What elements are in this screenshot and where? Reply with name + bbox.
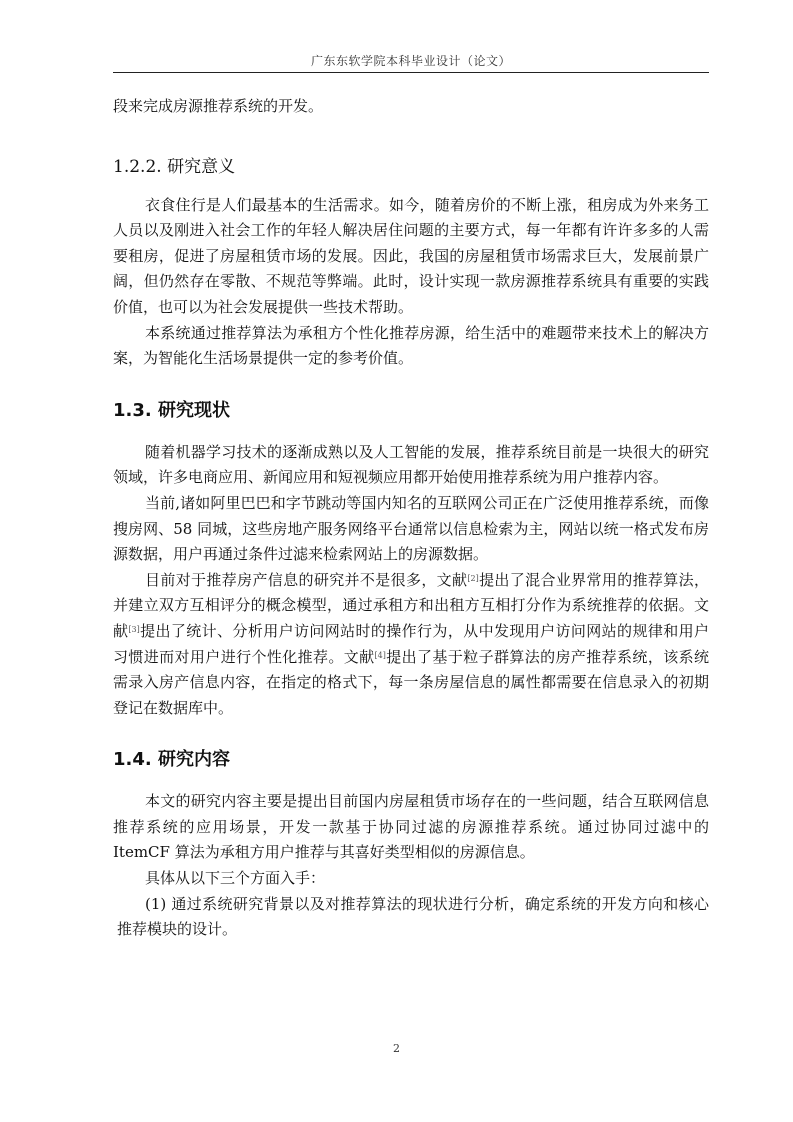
paragraph-content-2: 具体从以下三个方面入手： xyxy=(145,869,326,888)
paragraph-content-1: 本文的研究内容主要是提出目前国内房屋租赁市场存在的一些问题，结合互联网信息推荐系统的应用场景，开发一款基于协同过滤的房源推荐系统。通过协同过滤中的 ItemCF 算法为承租方用户推荐与其喜好类型相似的房源信息。 xyxy=(113,792,709,862)
document-body xyxy=(113,94,709,943)
paragraph-continuation: 段来完成房源推荐系统的开发。 xyxy=(113,97,324,115)
citation-ref-4: [4] xyxy=(374,650,386,660)
paragraph-significance-1: 衣食住行是人们最基本的生活需求。如今，随着房价的不断上涨，租房成为外来务工人员以及刚进入社会工作的年轻人解决居住问题的主要方式，每一年都有许许多多的人需要租房，促进了房屋租赁市场的发展。因此，我国的房屋租赁市场需求巨大，发展前景广阔，但仍然存在零散、不规范等弊端。此时，设计实现一款房源推荐系统具有重要的实践价值，也可以为社会发展提供一些技术帮助。 xyxy=(113,195,709,316)
paragraph-status-1: 随着机器学习技术的逐渐成熟以及人工智能的发展，推荐系统目前是一块很大的研究领域，许多电商应用、新闻应用和短视频应用都开始使用推荐系统为用户推荐内容。 xyxy=(113,442,709,487)
paragraph-significance-2: 本系统通过推荐算法为承租方个性化推荐房源，给生活中的难题带来技术上的解决方案，为智能化生活场景提供一定的参考价值。 xyxy=(113,323,709,368)
heading-1-4: 1.4. 研究内容 xyxy=(113,749,230,771)
paragraph-status-2: 当前,诸如阿里巴巴和字节跳动等国内知名的互联网公司正在广泛使用推荐系统，而像搜房网、58 同城，这些房地产服务网络平台通常以信息检索为主，网站以统一格式发布房源数据，用户再通过条件过滤来检索网站上的房源数据。 xyxy=(113,493,709,564)
page-header: 广东东软学院本科毕业设计（论文） xyxy=(310,54,511,68)
paragraph-text: 提出了基于粒子群算法的房产推荐系统，该系统需录入房产信息内容，在指定的格式下，每一条房屋信息的属性都需要在信息录入的初期登记在数据库中。 xyxy=(113,647,709,717)
list-item-1: (1) 通过系统研究背景以及对推荐算法的现状进行分析，确定系统的开发方向和核心推荐模块的设计。 xyxy=(117,894,709,939)
header-divider xyxy=(113,72,709,73)
paragraph-text: 目前对于推荐房产信息的研究并不是很多，文献 xyxy=(145,570,468,589)
heading-1-2-2: 1.2.2. 研究意义 xyxy=(113,156,236,177)
heading-1-3: 1.3. 研究现状 xyxy=(113,399,230,421)
paragraph-text: 提出了混合业界常用的推荐算法，并建立双方互相评分的概念模型，通过承租方和出租方互相打分作为系统推荐的依据。文献 xyxy=(113,570,709,640)
citation-ref-2: [2] xyxy=(467,573,479,583)
paragraph-status-3 xyxy=(113,568,709,722)
page-number: 2 xyxy=(393,1042,400,1055)
paragraph-text: 提出了统计、分析用户访问网站时的操作行为，从中发现用户访问网站的规律和用户习惯进而对用户进行个性化推荐。文献 xyxy=(113,621,709,666)
citation-ref-3: [3] xyxy=(128,624,140,634)
